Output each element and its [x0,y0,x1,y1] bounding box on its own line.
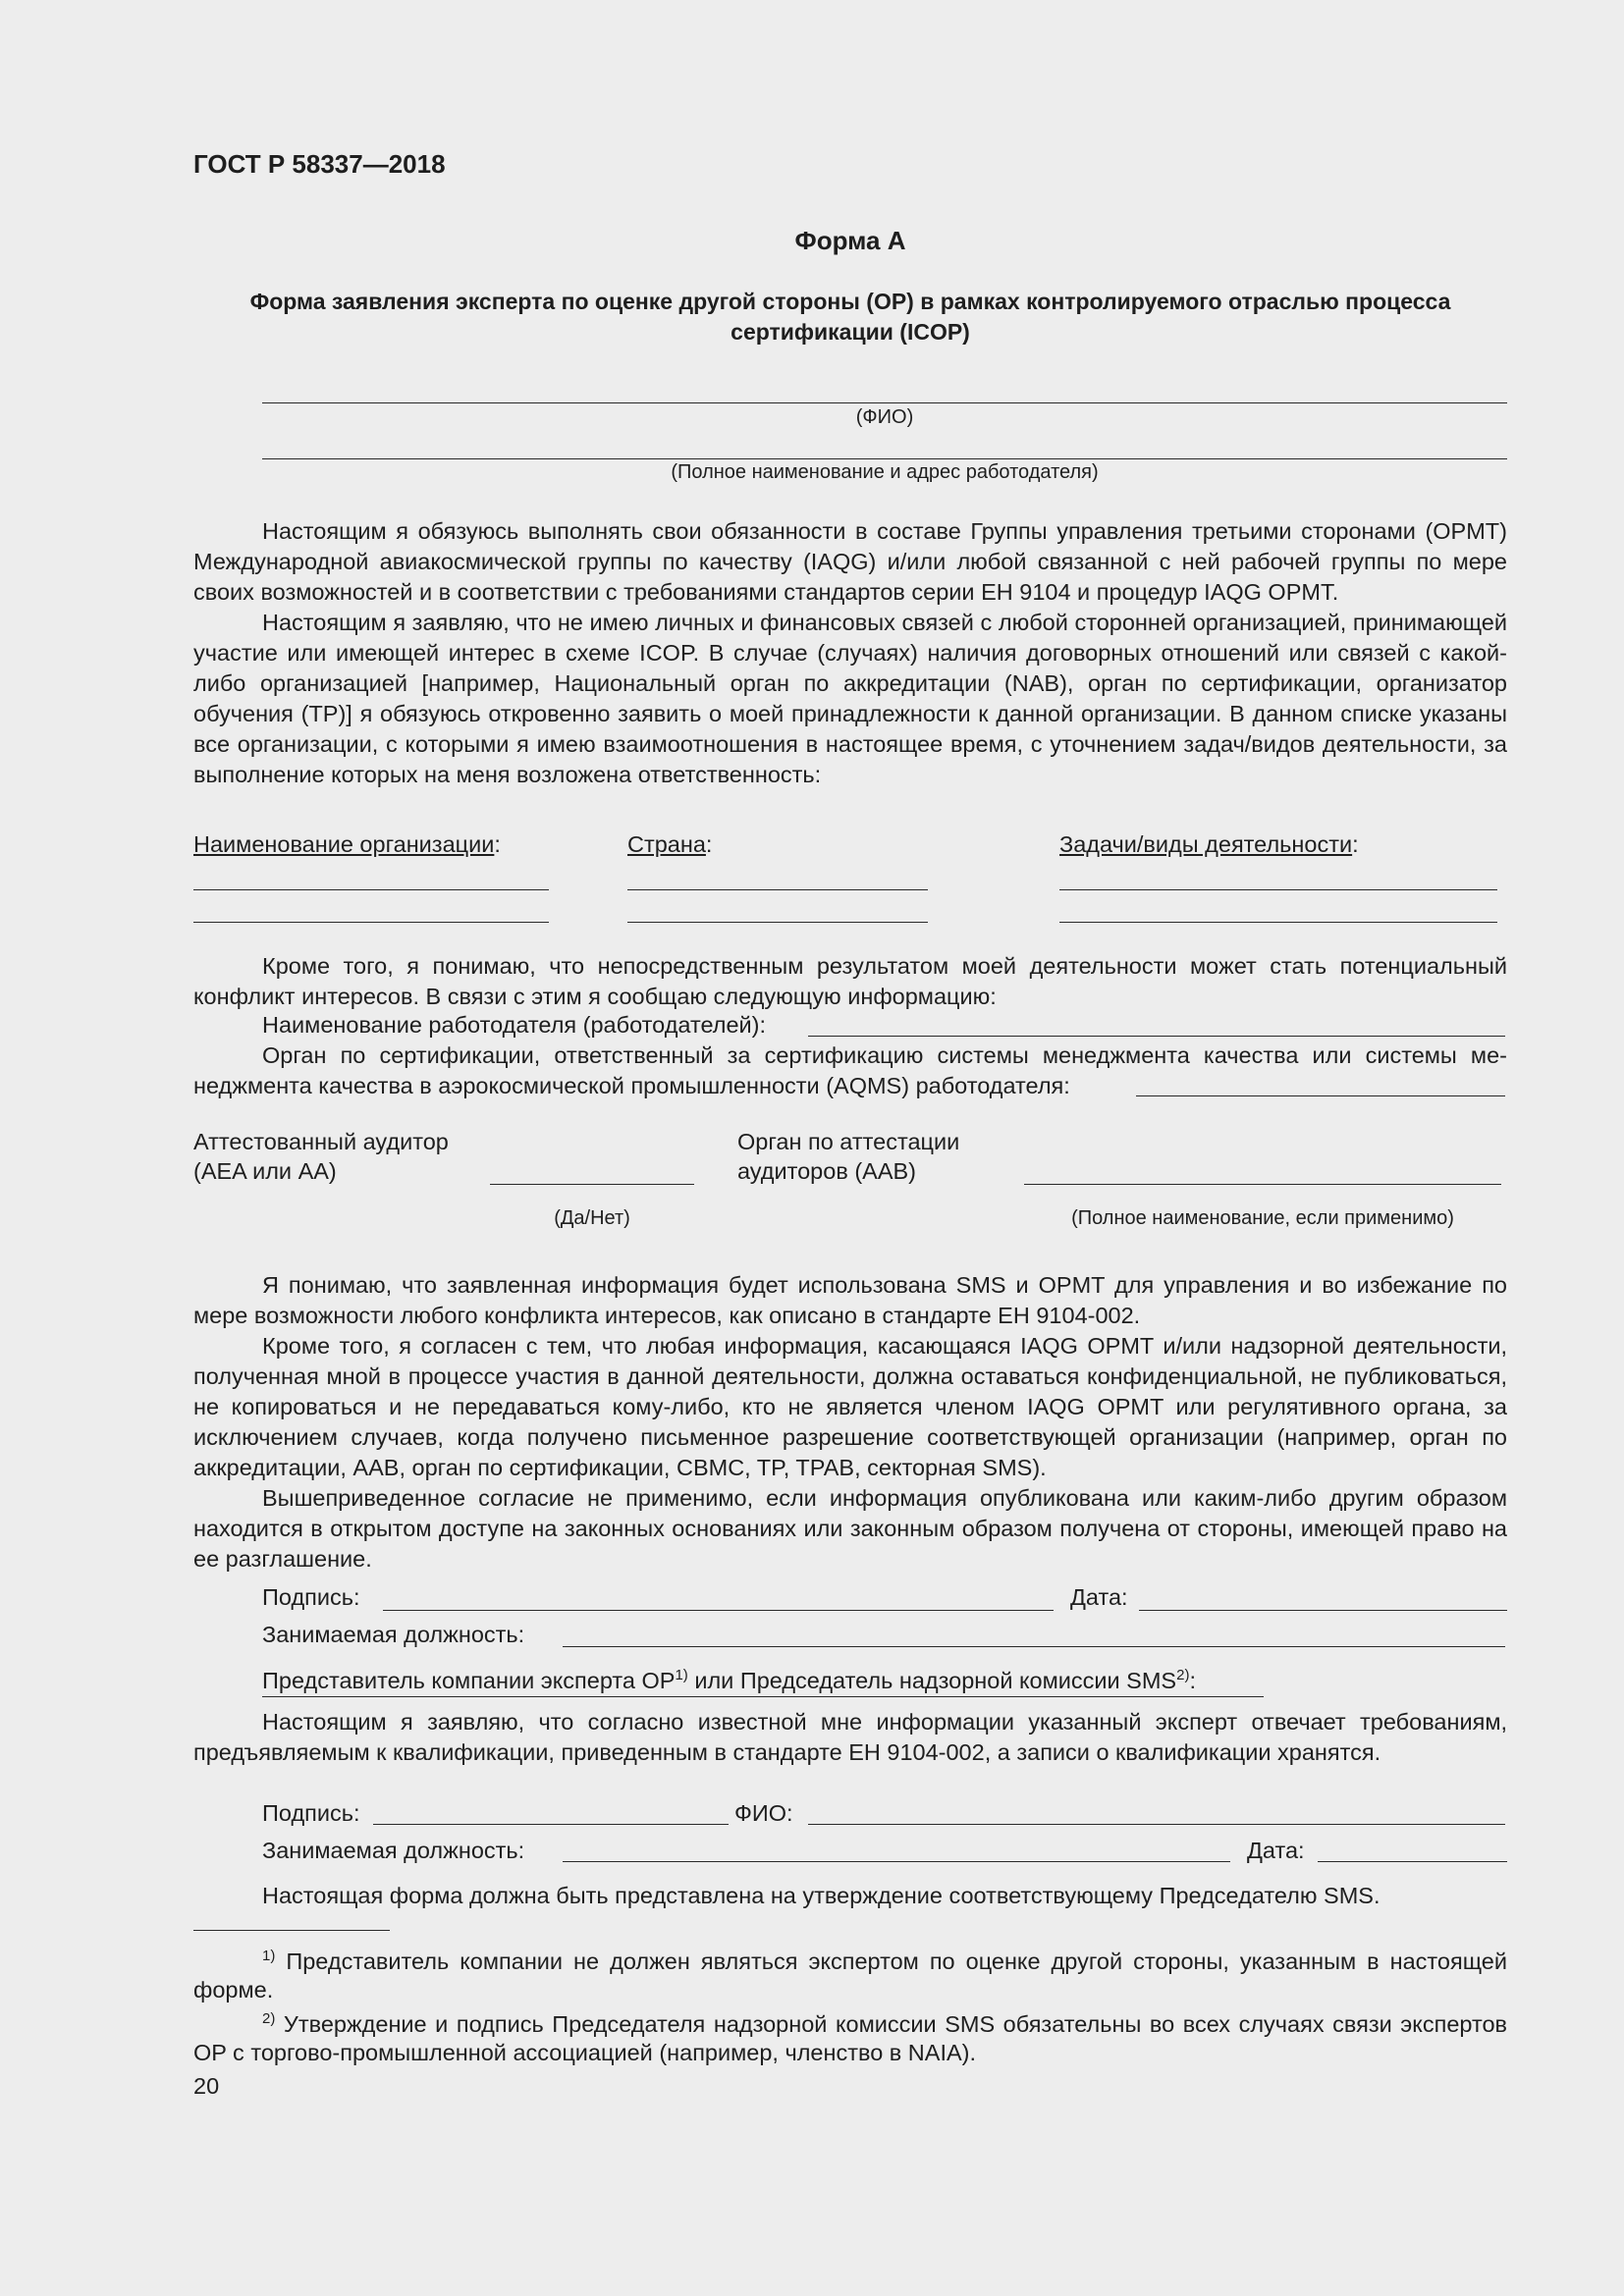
date-label: Дата: [1070,1584,1128,1610]
date2-line[interactable] [1318,1861,1507,1862]
auditor-label-line2: (AEA или AA) [193,1158,337,1184]
representative-statement-block [193,1707,1507,1768]
org-field-line-2[interactable] [193,922,549,923]
employer-name-line[interactable] [808,1036,1505,1037]
auditor-yes-no-line[interactable] [490,1184,694,1185]
form-title: Форма А [794,226,906,255]
date2-label: Дата: [1247,1838,1305,1863]
aab-caption: (Полное наименование, если применимо) [1071,1207,1454,1229]
tasks-field-line-1[interactable] [1059,889,1497,890]
col-org-header: Наименование организации: [193,831,501,857]
standard-number: ГОСТ Р 58337—2018 [193,149,446,179]
signature-line[interactable] [383,1610,1054,1611]
intro-block [193,516,1507,790]
intro-paragraph-2: Настоящим я заявляю, что не имею личных и финансовых связей с любой сторонней организацией, принимающей участие или имеющей интерес в схеме ICOP. В случае (случаях) наличия договорных отношений или связей с какой-либо организацией [например, Национальный орган по аккредитации (NAB), орган по сертификации, организатор обучения (ТР)] я обязуюсь откровенно заявить о моей принадлежности к данной организации. В данном списке указаны все организации, с которыми я имею взаимоотношения в настоящее время, с уточнением задач/видов деятельности, за выполнение которых на меня возложена ответственность: [193,610,1507,787]
fio-line[interactable] [808,1824,1505,1825]
org-field-line-1[interactable] [193,889,549,890]
page-number: 20 [193,2073,220,2099]
intro-paragraph-1: Настоящим я обязуюсь выполнять свои обязанности в составе Группы управления третьими сторонами (OPMT) Международной авиакосмической группы по качеству (IAQG) и/или любой связанной с ней рабочей группы по мере своих возможностей и в соответствии с требованиями стандартов серии ЕН 9104 и процедур IAQG OPMT. [193,518,1507,605]
position2-line[interactable] [563,1861,1230,1862]
representative-heading-underline [262,1696,1264,1697]
cert-body-line1: Орган по сертификации, ответственный за сертификацию системы менеджмента качества или системы ме- [262,1042,1507,1068]
fio-caption: (ФИО) [855,406,914,428]
country-field-line-1[interactable] [627,889,928,890]
confidentiality-block [193,1270,1507,1575]
footnote-1: $^{1)}$ Представитель компании не должен являться экспертом по оценке другой стороны, указанным в настоящей форме. [193,1948,1507,2002]
aab-label-line2: аудиторов (AAB) [737,1158,917,1184]
col-tasks-header: Задачи/виды деятельности: [1059,831,1359,857]
signature2-line[interactable] [373,1824,729,1825]
employer-caption: (Полное наименование и адрес работодателя) [671,461,1099,483]
signature2-label: Подпись: [262,1800,360,1826]
form-subtitle-line1: Форма заявления эксперта по оценке другой стороны (ОР) в рамках контролируемого отраслью процесса [249,289,1451,314]
representative-statement: Настоящим я заявляю, что согласно известной мне информации указанный эксперт отвечает требованиям, предъявляемым к квалификации, приведенным в стандарте ЕН 9104-002, а записи о квалификации хранятся. [193,1709,1507,1765]
employer-field-line[interactable] [262,458,1507,459]
aab-field-line[interactable] [1024,1184,1501,1185]
tasks-field-line-2[interactable] [1059,922,1497,923]
footnotes [193,1942,1507,2067]
aab-label-line1: Орган по аттестации [737,1129,960,1154]
employer-name-label: Наименование работодателя (работодателей): [262,1012,767,1038]
date-line[interactable] [1139,1610,1507,1611]
closing-note: Настоящая форма должна быть представлена на утверждение соответствующему Председателю SMS. [262,1883,1380,1908]
position-line[interactable] [563,1646,1505,1647]
fio-field-line[interactable] [262,402,1507,403]
footnote-2: $^{2)}$ Утверждение и подпись Председателя надзорной комиссии SMS обязательны во всех случаях связи экспертов OP с торгово-промышленной ассоциацией (например, членство в NAIA). [193,2009,1507,2065]
footnote-separator [193,1930,390,1931]
confidentiality-paragraph-3: Вышеприведенное согласие не применимо, если информация опубликована или каким-либо другим образом находится в открытом доступе на законных основаниях или законным образом получена от стороны, имеющей право на ее разглашение. [193,1485,1507,1572]
country-field-line-2[interactable] [627,922,928,923]
form-subtitle-line2: сертификации (ICOP) [731,319,970,345]
confidentiality-paragraph-1: Я понимаю, что заявленная информация будет использована SMS и OPMT для управления и во избежание по мере возможности любого конфликта интересов, как описано в стандарте ЕН 9104-002. [193,1272,1507,1328]
cert-body-line[interactable] [1136,1095,1505,1096]
col-country-header: Страна: [627,831,713,857]
fio-label: ФИО: [734,1800,793,1826]
auditor-label-line1: Аттестованный аудитор [193,1129,449,1154]
representative-heading: Представитель компании эксперта OP$^{1)}$ или Председатель надзорной комиссии SMS$^{2)}$: [262,1667,1196,1693]
position2-label: Занимаемая должность: [262,1838,525,1863]
signature-label: Подпись: [262,1584,360,1610]
form-subtitle [193,287,1507,347]
confidentiality-paragraph-2: Кроме того, я согласен с тем, что любая информация, касающаяся IAQG OPMT и/или надзорной деятельности, полученная мной в процессе участия в данной деятельности, должна оставаться конфиденциальной, не публиковаться, не копироваться и не передаваться кому-либо, кто не является членом IAQG OPMT или регулятивного органа, за исключением случаев, когда получено письменное разрешение соответствующей организации (например, орган по аккредитации, AAB, орган по сертификации, CBMC, TP, TPAB, секторная SMS). [193,1333,1507,1480]
yes-no-caption: (Да/Нет) [554,1207,630,1229]
conflict-paragraph: Кроме того, я понимаю, что непосредственным результатом моей деятельности может стать потенциальный конфликт интересов. В связи с этим я сообщаю следующую информацию: [193,953,1507,1009]
cert-body-line2: неджмента качества в аэрокосмической промышленности (AQMS) работодателя: [193,1073,1070,1098]
position-label: Занимаемая должность: [262,1622,525,1647]
